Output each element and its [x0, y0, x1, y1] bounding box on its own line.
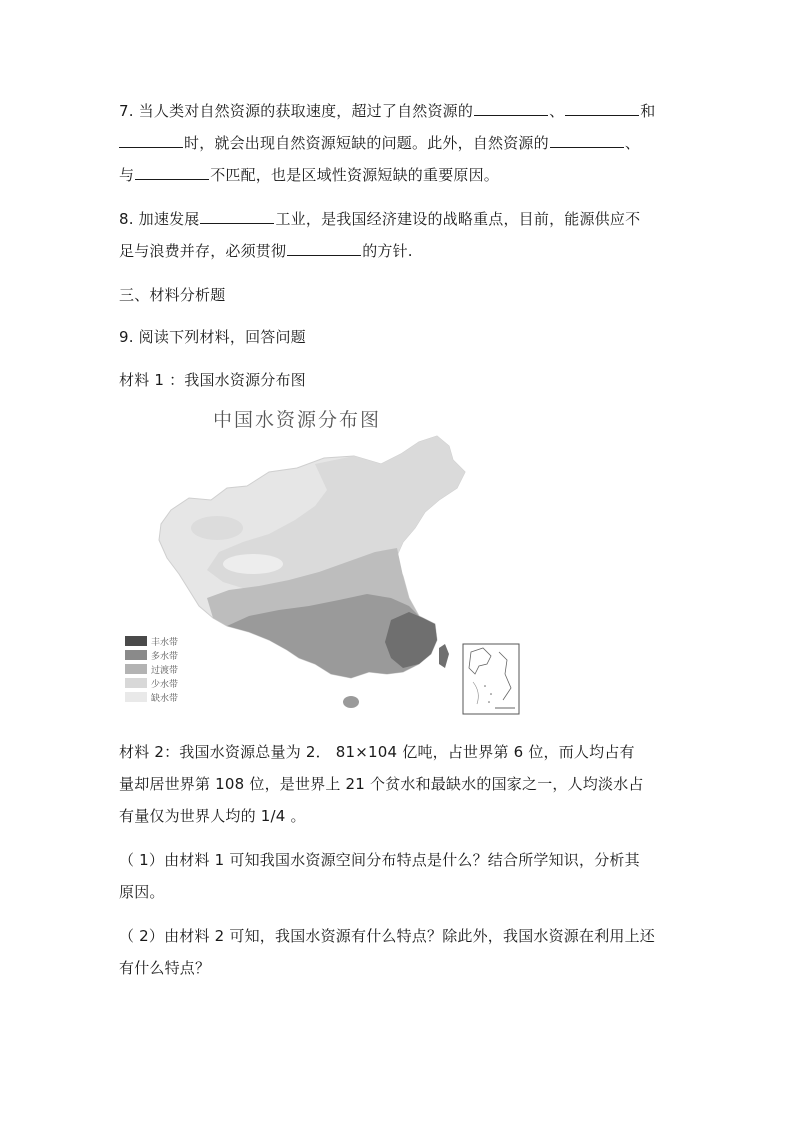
map-legend: [125, 636, 178, 704]
sub-question-2-line-1: （ 2）由材料 2 可知，我国水资源有什么特点？除此外，我国水资源在利用上还: [119, 927, 655, 945]
legend-swatch-scarce: [125, 678, 147, 688]
legend-label-much: 多水带: [151, 652, 179, 662]
taiwan-island: [439, 644, 449, 668]
material-2-line-2: 量却居世界第 108 位，是世界上 21 个贫水和最缺水的国家之一，人均淡水占: [119, 775, 644, 793]
q7-text: 时，就会出现自然资源短缺的问题。此外，自然资源的: [184, 134, 549, 152]
legend-swatch-much: [125, 650, 147, 660]
q7-line-3: [119, 165, 499, 185]
q9-intro: 9. 阅读下列材料，回答问题: [119, 328, 306, 346]
q7-blank-4[interactable]: [550, 133, 624, 148]
region-patch: [223, 554, 283, 574]
q7-blank-1[interactable]: [474, 101, 548, 116]
q7-text: 不匹配，也是区域性资源短缺的重要原因。: [210, 166, 500, 184]
south-china-sea-inset: [463, 644, 519, 714]
legend-swatch-lacking: [125, 692, 147, 702]
q8-line-2: [119, 241, 413, 261]
map-svg: [119, 402, 529, 720]
hainan-island: [343, 696, 359, 708]
material-2-line-3: 有量仅为世界人均的 1/4 。: [119, 807, 306, 825]
material-1-label: 材料 1 ：我国水资源分布图: [119, 371, 306, 389]
q7-line-2: [119, 133, 640, 153]
q7-blank-2[interactable]: [565, 101, 639, 116]
q7-blank-3[interactable]: [119, 133, 183, 148]
q8-line-1: [119, 209, 640, 229]
legend-swatch-transition: [125, 664, 147, 674]
q8-text: 的方针.: [362, 242, 413, 260]
q8-text: 工业，是我国经济建设的战略重点，目前，能源供应不: [275, 210, 641, 228]
water-resource-map: [119, 402, 529, 720]
sub-question-2-line-2: 有什么特点？: [119, 959, 211, 977]
q8-text: 足与浪费并存，必须贯彻: [119, 242, 287, 260]
q8-blank-2[interactable]: [287, 241, 361, 256]
sub-question-1-line-1: （ 1）由材料 1 可知我国水资源空间分布特点是什么？结合所学知识，分析其: [119, 851, 640, 869]
legend-label-transition: 过渡带: [151, 666, 179, 676]
legend-label-abundant: 丰水带: [151, 638, 179, 648]
sub-question-1-line-2: 原因。: [119, 883, 165, 901]
q7-separator: 、: [624, 134, 641, 152]
region-patch: [191, 516, 243, 540]
legend-swatch-abundant: [125, 636, 147, 646]
legend-label-lacking: 缺水带: [151, 694, 179, 704]
q8-text: 8. 加速发展: [119, 210, 200, 228]
q7-text: 7. 当人类对自然资源的获取速度，超过了自然资源的: [119, 102, 474, 120]
q7-line-1: [119, 101, 656, 121]
q7-text: 和: [640, 102, 656, 120]
material-2-line-1: 材料 2：我国水资源总量为 2． 81×104 亿吨，占世界第 6 位，而人均占有: [119, 743, 635, 761]
q7-separator: 、: [549, 102, 565, 120]
map-title: 中国水资源分布图: [212, 409, 382, 431]
section-heading: 三、材料分析题: [119, 286, 226, 304]
q7-blank-5[interactable]: [135, 165, 209, 180]
q7-text: 与: [119, 166, 135, 184]
q8-blank-1[interactable]: [200, 209, 274, 224]
legend-label-scarce: 少水带: [151, 680, 179, 690]
